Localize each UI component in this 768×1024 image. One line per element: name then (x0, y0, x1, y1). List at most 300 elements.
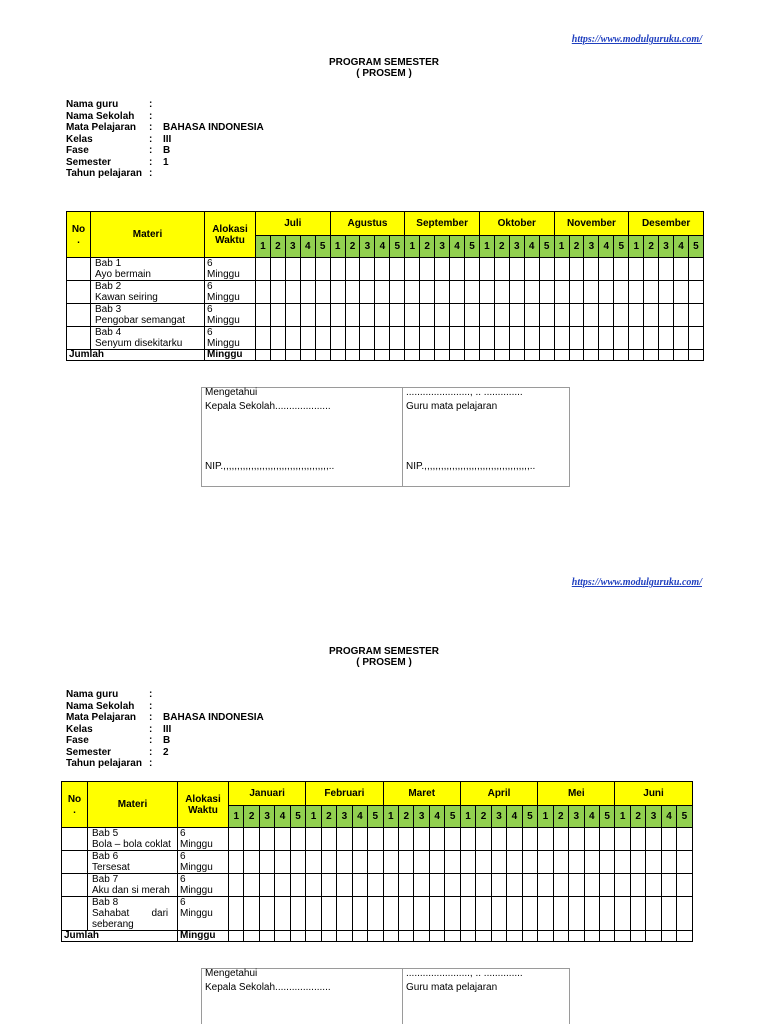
column-header-no-label: No (67, 793, 82, 805)
week-cell (644, 258, 659, 281)
week-cell (539, 281, 554, 304)
alokasi-cell (178, 851, 229, 874)
week-number-header: 2 (553, 806, 568, 828)
week-cell (330, 281, 345, 304)
page-semester-2 (0, 540, 768, 1024)
week-cell (445, 897, 460, 931)
info-row-mapel (66, 712, 264, 724)
week-cell (494, 258, 509, 281)
week-cell (509, 258, 524, 281)
week-cell (290, 851, 305, 874)
table-row (67, 327, 704, 350)
week-cell (390, 304, 405, 327)
week-cell (522, 931, 537, 942)
website-link[interactable]: https://www.modulguruku.com/ (571, 34, 702, 45)
chapter-number: Bab 1 (95, 258, 122, 269)
teacher-label: Guru mata pelajaran (406, 982, 498, 993)
week-cell (290, 828, 305, 851)
week-cell (383, 931, 398, 942)
week-cell (569, 874, 584, 897)
teacher-label: Guru mata pelajaran (406, 401, 498, 412)
week-number-header: 4 (599, 236, 614, 258)
week-cell (646, 828, 661, 851)
week-cell (629, 304, 644, 327)
info-colon: : (149, 145, 153, 156)
week-cell (524, 304, 539, 327)
week-number-header: 3 (337, 806, 352, 828)
chapter-title: Bola – bola coklat (92, 839, 171, 850)
column-header-no (67, 212, 91, 258)
week-cell (306, 931, 321, 942)
alokasi-unit: Minggu (180, 862, 213, 873)
week-cell (300, 258, 315, 281)
week-cell (270, 258, 285, 281)
month-header: Juli (256, 212, 331, 236)
chapter-title: Tersesat (92, 862, 130, 873)
week-cell (677, 828, 692, 851)
week-number-header: 4 (352, 806, 367, 828)
info-colon: : (149, 746, 153, 758)
info-colon: : (149, 758, 153, 769)
week-cell (420, 350, 435, 361)
week-number-header: 3 (509, 236, 524, 258)
place-date: ......................., .. .............. (406, 387, 523, 398)
chapter-number: Bab 8 (92, 897, 119, 908)
chapter-number: Bab 2 (95, 281, 122, 292)
week-cell (270, 327, 285, 350)
week-number-header: 2 (494, 236, 509, 258)
week-cell (659, 350, 674, 361)
week-cell (538, 897, 553, 931)
week-cell (584, 931, 599, 942)
week-cell (465, 327, 480, 350)
week-cell (330, 258, 345, 281)
alokasi-number: 6 (180, 874, 186, 885)
teacher-nip: NIP.,,,,,,,,,,,,,,,,,,,,,,,,,,,,,,,,,,,,,,.. (406, 461, 536, 472)
week-cell (554, 304, 569, 327)
week-cell (450, 350, 465, 361)
week-cell (405, 327, 420, 350)
week-cell (337, 828, 352, 851)
row-number-cell (62, 874, 88, 897)
week-cell (445, 851, 460, 874)
week-cell (429, 897, 444, 931)
week-number-header: 4 (429, 806, 444, 828)
week-cell (614, 350, 629, 361)
info-value: BAHASA INDONESIA (163, 712, 264, 723)
week-cell (584, 897, 599, 931)
week-cell (674, 258, 689, 281)
week-cell (630, 851, 645, 874)
column-header-materi: Materi (91, 212, 205, 258)
week-cell (491, 874, 506, 897)
week-cell (420, 304, 435, 327)
website-link[interactable]: https://www.modulguruku.com/ (571, 577, 702, 588)
week-cell (509, 281, 524, 304)
week-cell (321, 851, 336, 874)
week-number-header: 5 (677, 806, 692, 828)
week-cell (479, 350, 494, 361)
table-body (67, 258, 704, 361)
week-cell (615, 851, 630, 874)
week-cell (306, 851, 321, 874)
info-colon: : (149, 689, 153, 700)
info-colon: : (149, 133, 153, 145)
week-number-header: 5 (465, 236, 480, 258)
week-cell (479, 281, 494, 304)
week-cell (677, 851, 692, 874)
info-value: 1 (163, 156, 169, 168)
week-cell (450, 327, 465, 350)
week-cell (644, 350, 659, 361)
week-number-header: 2 (345, 236, 360, 258)
week-cell (677, 897, 692, 931)
week-cell (450, 281, 465, 304)
info-colon: : (149, 723, 153, 735)
principal-label: Kepala Sekolah.................... (205, 401, 331, 412)
info-block (66, 99, 264, 180)
info-label: Kelas (66, 133, 93, 145)
week-cell (569, 851, 584, 874)
week-cell (614, 327, 629, 350)
week-cell (383, 897, 398, 931)
week-cell (285, 281, 300, 304)
week-number-header: 1 (256, 236, 271, 258)
week-cell (674, 327, 689, 350)
week-cell (414, 931, 429, 942)
week-cell (524, 327, 539, 350)
materi-cell (91, 327, 205, 350)
week-number-header: 5 (445, 806, 460, 828)
prosem-table (66, 211, 704, 361)
week-cell (330, 350, 345, 361)
week-number-header: 1 (306, 806, 321, 828)
chapter-number: Bab 6 (92, 851, 119, 862)
week-cell (390, 327, 405, 350)
week-cell (553, 897, 568, 931)
acknowledged-label: Mengetahui (205, 387, 258, 398)
week-cell (554, 350, 569, 361)
materi-cell (91, 258, 205, 281)
info-value: BAHASA INDONESIA (163, 122, 264, 133)
week-cell (229, 897, 244, 931)
week-cell (553, 874, 568, 897)
week-cell (352, 851, 367, 874)
week-cell (390, 281, 405, 304)
week-number-header: 4 (300, 236, 315, 258)
week-cell (644, 304, 659, 327)
column-header-alokasi-line1: Alokasi (185, 793, 221, 805)
week-number-header: 1 (460, 806, 475, 828)
document-subtitle: ( PROSEM ) (356, 657, 412, 668)
week-number-header: 5 (614, 236, 629, 258)
alokasi-unit: Minggu (180, 885, 213, 896)
month-header: Oktober (479, 212, 554, 236)
alokasi-cell (178, 828, 229, 851)
week-cell (429, 931, 444, 942)
week-cell (569, 304, 584, 327)
chapter-title: Ayo bermain (95, 269, 151, 280)
week-cell (460, 851, 475, 874)
week-cell (476, 931, 491, 942)
table-row (67, 304, 704, 327)
total-row (62, 931, 693, 942)
column-header-alokasi (178, 782, 229, 828)
week-cell (553, 851, 568, 874)
week-number-header: 1 (538, 806, 553, 828)
week-cell (345, 350, 360, 361)
week-cell (306, 874, 321, 897)
week-number-header: 4 (674, 236, 689, 258)
week-cell (661, 897, 676, 931)
week-cell (330, 304, 345, 327)
week-cell (659, 258, 674, 281)
week-cell (646, 931, 661, 942)
week-cell (584, 851, 599, 874)
info-label: Tahun pelajaran (66, 168, 142, 179)
week-cell (285, 350, 300, 361)
info-label: Semester (66, 156, 112, 168)
week-number-header: 1 (479, 236, 494, 258)
info-label: Fase (66, 735, 89, 746)
week-cell (599, 350, 614, 361)
week-cell (630, 828, 645, 851)
week-cell (465, 258, 480, 281)
week-cell (539, 304, 554, 327)
week-cell (315, 304, 330, 327)
info-row-kelas (66, 134, 264, 146)
week-cell (259, 851, 274, 874)
week-cell (256, 327, 271, 350)
week-number-header: 1 (554, 236, 569, 258)
week-cell (659, 327, 674, 350)
week-cell (315, 258, 330, 281)
week-cell (337, 874, 352, 897)
week-cell (321, 931, 336, 942)
week-cell (435, 258, 450, 281)
week-cell (644, 281, 659, 304)
week-cell (465, 281, 480, 304)
week-number-header: 4 (450, 236, 465, 258)
info-row-tahun (66, 758, 264, 770)
week-cell (244, 874, 259, 897)
week-cell (661, 874, 676, 897)
info-value: III (163, 133, 172, 145)
week-cell (522, 874, 537, 897)
month-header: Januari (229, 782, 306, 806)
month-header: Maret (383, 782, 460, 806)
week-cell (300, 304, 315, 327)
week-cell (445, 931, 460, 942)
info-row-fase (66, 735, 264, 747)
week-cell (256, 350, 271, 361)
week-cell (345, 304, 360, 327)
week-cell (429, 828, 444, 851)
week-cell (429, 851, 444, 874)
week-cell (507, 897, 522, 931)
week-cell (584, 281, 599, 304)
week-cell (630, 874, 645, 897)
week-cell (337, 897, 352, 931)
week-cell (352, 874, 367, 897)
week-cell (629, 281, 644, 304)
week-cell (420, 327, 435, 350)
week-cell (229, 828, 244, 851)
week-cell (584, 304, 599, 327)
week-cell (275, 874, 290, 897)
week-cell (599, 874, 614, 897)
week-cell (383, 874, 398, 897)
alokasi-unit: Minggu (207, 269, 240, 280)
week-cell (429, 874, 444, 897)
week-cell (259, 874, 274, 897)
week-number-header: 1 (383, 806, 398, 828)
info-label: Mata Pelajaran (66, 122, 137, 133)
week-cell (629, 350, 644, 361)
week-cell (677, 874, 692, 897)
chapter-title: Kawan seiring (95, 292, 158, 303)
week-cell (646, 851, 661, 874)
info-row-semester (66, 157, 264, 169)
info-row-sekolah (66, 701, 264, 713)
week-cell (244, 897, 259, 931)
week-cell (390, 258, 405, 281)
week-number-header: 2 (630, 806, 645, 828)
week-cell (229, 851, 244, 874)
week-cell (229, 931, 244, 942)
week-cell (584, 258, 599, 281)
week-cell (270, 281, 285, 304)
week-cell (460, 931, 475, 942)
table-row (62, 851, 693, 874)
week-cell (275, 897, 290, 931)
teacher-signature-cell (403, 969, 570, 1024)
month-header: Mei (538, 782, 615, 806)
week-cell (290, 931, 305, 942)
week-cell (491, 851, 506, 874)
week-cell (405, 350, 420, 361)
info-colon: : (149, 122, 153, 133)
week-cell (539, 350, 554, 361)
week-cell (256, 281, 271, 304)
week-cell (360, 327, 375, 350)
alokasi-cell (178, 897, 229, 931)
info-label: Semester (66, 746, 112, 758)
week-cell (569, 327, 584, 350)
document-subtitle: ( PROSEM ) (356, 68, 412, 79)
week-cell (538, 931, 553, 942)
week-cell (435, 350, 450, 361)
month-header: November (554, 212, 629, 236)
week-cell (405, 304, 420, 327)
info-colon: : (149, 110, 153, 122)
week-cell (375, 327, 390, 350)
week-cell (524, 258, 539, 281)
info-block (66, 689, 264, 770)
week-cell (614, 258, 629, 281)
week-cell (538, 874, 553, 897)
week-cell (270, 350, 285, 361)
info-label: Kelas (66, 723, 93, 735)
week-cell (345, 258, 360, 281)
week-cell (383, 851, 398, 874)
week-cell (345, 327, 360, 350)
week-cell (629, 258, 644, 281)
week-cell (229, 874, 244, 897)
week-cell (352, 828, 367, 851)
column-header-no-label: No (71, 223, 86, 235)
alokasi-unit: Minggu (207, 292, 240, 303)
week-cell (661, 851, 676, 874)
prosem-table (61, 781, 693, 942)
week-cell (584, 350, 599, 361)
week-cell (524, 281, 539, 304)
info-colon: : (149, 99, 153, 110)
week-cell (644, 327, 659, 350)
week-number-header: 3 (435, 236, 450, 258)
week-cell (538, 828, 553, 851)
week-cell (479, 258, 494, 281)
info-colon: : (149, 735, 153, 746)
chapter-number: Bab 4 (95, 327, 122, 338)
week-cell (569, 281, 584, 304)
materi-cell (91, 304, 205, 327)
document-title: PROGRAM SEMESTER (328, 57, 439, 68)
week-cell (420, 258, 435, 281)
week-cell (554, 258, 569, 281)
week-cell (646, 874, 661, 897)
week-cell (554, 281, 569, 304)
week-cell (688, 304, 703, 327)
week-cell (375, 258, 390, 281)
week-cell (569, 897, 584, 931)
week-cell (615, 828, 630, 851)
month-header: April (460, 782, 537, 806)
week-cell (646, 897, 661, 931)
week-number-header: 2 (569, 236, 584, 258)
alokasi-unit: Minggu (180, 908, 213, 919)
week-cell (435, 281, 450, 304)
week-cell (414, 874, 429, 897)
row-number-cell (67, 304, 91, 327)
info-row-guru (66, 99, 264, 111)
alokasi-number: 6 (180, 897, 186, 908)
row-number-cell (67, 327, 91, 350)
chapter-number: Bab 3 (95, 304, 122, 315)
week-number-header: 4 (524, 236, 539, 258)
week-cell (352, 931, 367, 942)
week-cell (661, 931, 676, 942)
alokasi-cell (205, 281, 256, 304)
alokasi-number: 6 (207, 327, 213, 338)
week-cell (360, 258, 375, 281)
principal-signature-cell (202, 969, 403, 1024)
week-cell (509, 350, 524, 361)
week-number-header: 1 (629, 236, 644, 258)
column-header-alokasi-line2: Waktu (188, 804, 218, 816)
week-cell (599, 327, 614, 350)
table-row (62, 874, 693, 897)
week-cell (476, 874, 491, 897)
total-label: Jumlah (62, 931, 178, 942)
week-cell (390, 350, 405, 361)
week-cell (259, 931, 274, 942)
chapter-number: Bab 5 (92, 828, 119, 839)
week-cell (509, 327, 524, 350)
week-cell (360, 281, 375, 304)
alokasi-number: 6 (180, 828, 186, 839)
week-cell (368, 874, 383, 897)
